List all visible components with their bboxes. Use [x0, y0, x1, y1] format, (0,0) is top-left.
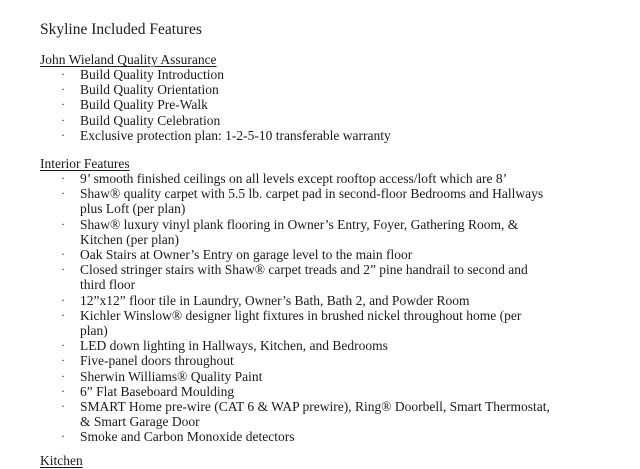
list-item: · Exclusive protection plan: 1-2-5-10 transferable warranty: [61, 127, 391, 143]
section-heading-kitchen: Kitchen: [40, 453, 83, 468]
list-item: · 9’ smooth finished ceilings on all levels except rooftop access/loft which are 8’: [61, 171, 508, 186]
list-item: · Build Quality Introduction: [61, 67, 224, 82]
document-title: Skyline Included Features: [40, 21, 202, 38]
bullet-icon: ·: [61, 338, 65, 353]
bullet-icon: ·: [61, 307, 65, 322]
bullet-icon: ·: [61, 429, 65, 444]
bullet-icon: ·: [61, 186, 65, 201]
list-item: · Shaw® luxury vinyl plank flooring in Owner’s Entry, Foyer, Gathering Room, & Kitchen (per plan): [61, 216, 519, 247]
bullet-icon: ·: [61, 262, 65, 277]
bullet-icon: ·: [61, 383, 65, 398]
list-item: · Sherwin Williams® Quality Paint: [61, 368, 263, 384]
list-item: · 12”x12” floor tile in Laundry, Owner’s Bath, Bath 2, and Powder Room: [61, 292, 470, 308]
list-item: · SMART Home pre-wire (CAT 6 & WAP prewire), Ring® Doorbell, Smart Thermostat, & Smart Garage Door: [61, 399, 550, 430]
bullet-icon: ·: [61, 82, 65, 97]
list-item: · Build Quality Celebration: [61, 112, 221, 128]
list-item: · Shaw® quality carpet with 5.5 lb. carpet pad in second-floor Bedrooms and Hallways plus Loft (per plan): [61, 186, 544, 217]
bullet-icon: ·: [61, 247, 65, 262]
list-item: · 6” Flat Baseboard Moulding: [61, 383, 235, 399]
list-item: · Closed stringer stairs with Shaw® carpet treads and 2” pine handrail to second and third floor: [61, 262, 528, 293]
bullet-icon: ·: [61, 112, 65, 127]
list-item: · Five-panel doors throughout: [61, 353, 234, 369]
interior-features-list: [0, 171, 600, 445]
bullet-icon: ·: [61, 127, 65, 142]
bullet-icon: ·: [61, 399, 65, 414]
list-item: · Build Quality Orientation: [61, 82, 219, 98]
bullet-icon: ·: [61, 353, 65, 368]
bullet-icon: ·: [61, 368, 65, 383]
list-item: · Oak Stairs at Owner’s Entry on garage level to the main floor: [61, 247, 413, 263]
bullet-icon: ·: [61, 67, 65, 81]
section-heading-interior-features: Interior Features: [40, 156, 130, 171]
bullet-icon: ·: [61, 171, 65, 185]
list-item: · Build Quality Pre-Walk: [61, 97, 208, 113]
list-item: · LED down lighting in Hallways, Kitchen, and Bedrooms: [61, 338, 388, 354]
quality-assurance-list: [0, 67, 600, 143]
bullet-icon: ·: [61, 292, 65, 307]
bullet-icon: ·: [61, 97, 65, 112]
bullet-icon: ·: [61, 216, 65, 231]
list-item: · Kichler Winslow® designer light fixtures in brushed nickel throughout home (per plan): [61, 307, 522, 339]
list-item: · Smoke and Carbon Monoxide detectors: [61, 429, 295, 445]
section-heading-quality-assurance: John Wieland Quality Assurance: [40, 52, 217, 67]
